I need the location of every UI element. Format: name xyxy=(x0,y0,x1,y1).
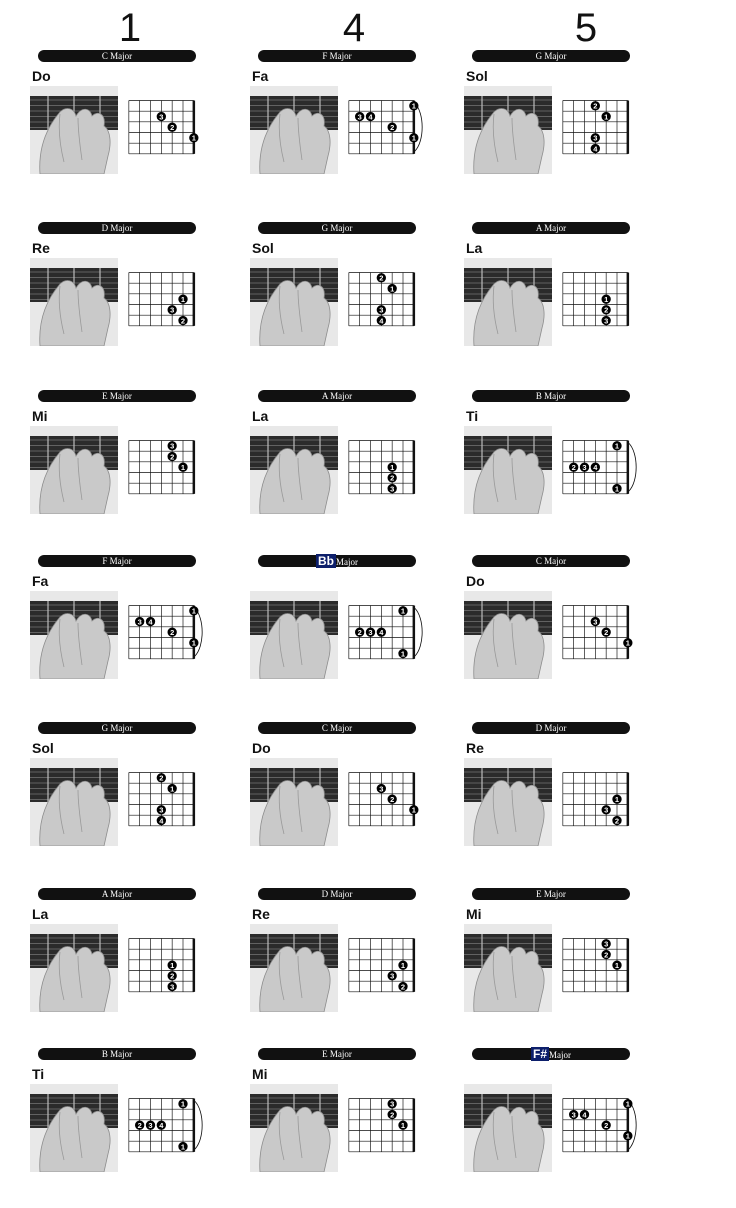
finger-number: 1 xyxy=(625,638,630,648)
finger-number: 2 xyxy=(604,305,609,315)
solfege-label: Do xyxy=(466,573,485,589)
finger-number: 2 xyxy=(159,773,164,783)
hand-photo xyxy=(30,758,118,846)
finger-number: 4 xyxy=(593,463,598,472)
finger-number: 1 xyxy=(411,805,416,815)
chord-title: G Major xyxy=(472,50,630,62)
chord-title: A Major xyxy=(258,390,416,402)
chord-card xyxy=(250,390,490,550)
solfege-label: La xyxy=(466,240,483,256)
chord-diagram xyxy=(128,1092,208,1160)
finger-number: 1 xyxy=(604,295,609,304)
hand-photo xyxy=(30,924,118,1012)
chord-title: E Major xyxy=(38,390,196,402)
hand-photo xyxy=(30,86,118,174)
finger-number: 2 xyxy=(170,452,175,462)
chord-diagram xyxy=(562,94,642,162)
chord-diagram xyxy=(348,1092,428,1160)
solfege-label: Mi xyxy=(252,1066,268,1082)
finger-number: 4 xyxy=(159,816,164,826)
chord-title-highlight: F# xyxy=(532,1047,547,1061)
hand-photo xyxy=(250,924,338,1012)
finger-number: 1 xyxy=(625,1131,630,1141)
finger-number: 2 xyxy=(604,950,609,960)
chord-card xyxy=(250,222,490,382)
finger-number: 1 xyxy=(191,606,196,616)
chord-card xyxy=(30,555,270,715)
finger-number: 4 xyxy=(159,1121,164,1130)
chord-card xyxy=(250,888,490,1048)
finger-number: 1 xyxy=(400,649,406,659)
finger-number: 2 xyxy=(390,473,395,483)
chord-title: D Major xyxy=(38,222,196,234)
chord-diagram xyxy=(562,266,642,334)
hand-photo xyxy=(30,591,118,679)
solfege-label: Fa xyxy=(252,68,269,84)
finger-number: 2 xyxy=(390,1110,395,1120)
finger-number: 3 xyxy=(593,133,598,143)
hand-photo xyxy=(464,924,552,1012)
finger-number: 1 xyxy=(180,295,186,304)
finger-number: 2 xyxy=(390,123,395,132)
finger-number: 3 xyxy=(571,1110,576,1120)
finger-number: 2 xyxy=(170,628,175,637)
finger-number: 1 xyxy=(400,606,406,616)
finger-number: 1 xyxy=(180,1099,186,1109)
chord-title: D Major xyxy=(472,722,630,734)
chord-card xyxy=(464,50,704,210)
chord-card xyxy=(250,722,490,882)
chord-diagram xyxy=(348,599,428,667)
finger-number: 4 xyxy=(379,316,384,326)
chord-card xyxy=(250,1048,490,1208)
finger-number: 2 xyxy=(170,123,175,132)
finger-number: 4 xyxy=(368,112,373,122)
solfege-label: Mi xyxy=(32,408,48,424)
solfege-label: Re xyxy=(32,240,50,256)
finger-number: 3 xyxy=(604,316,609,326)
chord-card xyxy=(30,1048,270,1208)
solfege-label: Sol xyxy=(32,740,54,756)
solfege-label: Fa xyxy=(32,573,49,589)
finger-number: 1 xyxy=(604,112,609,122)
finger-number: 2 xyxy=(357,628,362,637)
chord-card xyxy=(464,722,704,882)
hand-photo xyxy=(250,1084,338,1172)
hand-photo xyxy=(464,258,552,346)
chord-title: E Major xyxy=(258,1048,416,1060)
finger-number: 1 xyxy=(614,795,620,804)
finger-number: 2 xyxy=(137,1121,142,1130)
finger-number: 2 xyxy=(379,273,384,283)
hand-photo xyxy=(464,86,552,174)
finger-number: 1 xyxy=(180,463,186,472)
chord-title: C Major xyxy=(38,50,196,62)
hand-photo xyxy=(250,758,338,846)
solfege-label: Re xyxy=(466,740,484,756)
finger-number: 2 xyxy=(400,982,406,992)
chord-title: C Major xyxy=(472,555,630,567)
finger-number: 1 xyxy=(614,441,620,451)
solfege-label: Sol xyxy=(466,68,488,84)
finger-number: 3 xyxy=(170,982,175,992)
finger-number: 4 xyxy=(148,617,153,627)
finger-number: 1 xyxy=(180,1142,186,1152)
chord-card xyxy=(30,390,270,550)
finger-number: 1 xyxy=(411,133,416,143)
solfege-label: Do xyxy=(252,740,271,756)
chord-title: G Major xyxy=(258,222,416,234)
finger-number: 3 xyxy=(390,971,395,981)
chord-card xyxy=(250,50,490,210)
chord-title: F Major xyxy=(258,50,416,62)
finger-number: 3 xyxy=(379,305,384,315)
hand-photo xyxy=(250,591,338,679)
finger-number: 4 xyxy=(593,144,598,154)
finger-number: 3 xyxy=(170,441,175,451)
chord-card xyxy=(464,888,704,1048)
finger-number: 4 xyxy=(379,628,384,637)
finger-number: 1 xyxy=(400,961,406,970)
finger-number: 3 xyxy=(604,939,609,949)
finger-number: 1 xyxy=(191,638,196,648)
chord-diagram xyxy=(562,599,642,667)
finger-number: 1 xyxy=(625,1099,630,1109)
finger-number: 2 xyxy=(180,316,186,326)
chord-title: F Major xyxy=(38,555,196,567)
chord-card xyxy=(30,50,270,210)
finger-number: 1 xyxy=(411,101,416,111)
chord-diagram xyxy=(128,766,208,834)
finger-number: 3 xyxy=(159,112,164,122)
chord-card xyxy=(464,222,704,382)
solfege-label: La xyxy=(252,408,269,424)
finger-number: 3 xyxy=(390,484,395,494)
chord-title xyxy=(472,1048,630,1060)
chord-diagram xyxy=(348,266,428,334)
finger-number: 1 xyxy=(614,961,620,970)
finger-number: 3 xyxy=(390,1099,395,1109)
chord-diagram xyxy=(562,1092,642,1160)
solfege-label: Ti xyxy=(466,408,479,424)
hand-photo xyxy=(30,426,118,514)
chord-diagram xyxy=(128,94,208,162)
chord-diagram xyxy=(562,434,642,502)
finger-number: 4 xyxy=(582,1110,587,1120)
solfege-label: Do xyxy=(32,68,51,84)
chord-title-highlight: Bb xyxy=(318,554,334,568)
finger-number: 1 xyxy=(170,784,175,794)
finger-number: 1 xyxy=(614,484,620,494)
chord-title: B Major xyxy=(472,390,630,402)
chord-diagram xyxy=(348,766,428,834)
finger-number: 1 xyxy=(400,1121,406,1130)
finger-number: 1 xyxy=(390,284,395,294)
chord-diagram xyxy=(128,434,208,502)
chord-card xyxy=(30,222,270,382)
finger-number: 2 xyxy=(170,971,175,981)
finger-number: 1 xyxy=(390,463,395,472)
finger-number: 3 xyxy=(593,617,598,627)
solfege-label: Ti xyxy=(32,1066,45,1082)
finger-number: 3 xyxy=(604,805,609,815)
chord-card xyxy=(250,555,490,715)
finger-number: 3 xyxy=(137,617,142,627)
chord-title: B Major xyxy=(38,1048,196,1060)
chord-title: C Major xyxy=(258,722,416,734)
solfege-label: Re xyxy=(252,906,270,922)
chord-title: D Major xyxy=(258,888,416,900)
finger-number: 2 xyxy=(614,816,620,826)
chord-diagram xyxy=(348,94,428,162)
hand-photo xyxy=(250,86,338,174)
chord-diagram xyxy=(562,932,642,1000)
chord-card xyxy=(464,555,704,715)
hand-photo xyxy=(250,258,338,346)
hand-photo xyxy=(30,258,118,346)
solfege-label: La xyxy=(32,906,49,922)
column-header: 5 xyxy=(574,6,598,50)
chord-diagram xyxy=(128,599,208,667)
chord-title: E Major xyxy=(472,888,630,900)
chord-diagram xyxy=(128,266,208,334)
hand-photo xyxy=(250,426,338,514)
solfege-label: Sol xyxy=(252,240,274,256)
finger-number: 3 xyxy=(148,1121,153,1130)
chord-card xyxy=(30,888,270,1048)
hand-photo xyxy=(464,758,552,846)
chord-card xyxy=(464,390,704,550)
hand-photo xyxy=(464,426,552,514)
hand-photo xyxy=(464,591,552,679)
finger-number: 2 xyxy=(604,1121,609,1130)
chord-diagram xyxy=(562,766,642,834)
finger-number: 3 xyxy=(368,628,373,637)
finger-number: 2 xyxy=(571,463,576,472)
finger-number: 3 xyxy=(379,784,384,794)
chord-card xyxy=(30,722,270,882)
finger-number: 2 xyxy=(390,795,395,804)
chord-title: A Major xyxy=(472,222,630,234)
finger-number: 3 xyxy=(357,112,362,122)
chord-title: A Major xyxy=(38,888,196,900)
finger-number: 1 xyxy=(191,133,196,143)
chord-diagram xyxy=(128,932,208,1000)
finger-number: 1 xyxy=(170,961,175,970)
hand-photo xyxy=(464,1084,552,1172)
finger-number: 3 xyxy=(170,305,175,315)
finger-number: 3 xyxy=(159,805,164,815)
chord-title-rest: Major xyxy=(549,1050,571,1060)
chord-card xyxy=(464,1048,704,1208)
chord-title xyxy=(258,555,416,567)
chord-title-rest: Major xyxy=(336,557,358,567)
finger-number: 2 xyxy=(593,101,598,111)
chord-title: G Major xyxy=(38,722,196,734)
solfege-label: Mi xyxy=(466,906,482,922)
column-header: 4 xyxy=(342,6,366,50)
finger-number: 3 xyxy=(582,463,587,472)
chord-diagram xyxy=(348,434,428,502)
chord-diagram xyxy=(348,932,428,1000)
hand-photo xyxy=(30,1084,118,1172)
finger-number: 2 xyxy=(604,628,609,637)
column-header: 1 xyxy=(118,6,142,50)
